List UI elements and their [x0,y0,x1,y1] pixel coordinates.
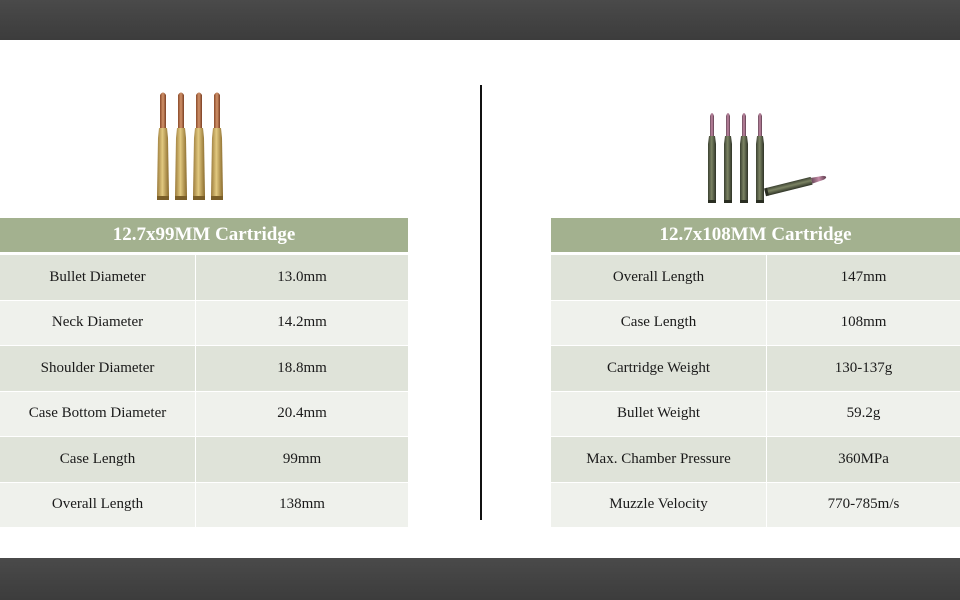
spec-value: 770-785m/s [827,496,900,513]
spec-value: 130-137g [834,359,893,376]
table-row [551,346,960,392]
spec-label: Neck Diameter [0,301,196,346]
table-row [551,301,960,347]
table-title-12-7x99: 12.7x99MM Cartridge [0,218,408,252]
spec-label: Cartridge Weight [551,346,767,391]
bottom-bar [0,558,960,600]
spec-value: 99mm [282,450,322,467]
spec-label: Case Length [0,437,196,482]
table-row [0,392,408,438]
spec-table-12-7x108 [551,255,960,528]
center-divider [480,85,482,520]
spec-value: 59.2g [846,405,881,422]
table-title-12-7x108: 12.7x108MM Cartridge [551,218,960,252]
table-row [0,346,408,392]
spec-value: 138mm [279,496,325,513]
top-bar [0,0,960,40]
table-row [0,255,408,301]
spec-value: 20.4mm [277,405,327,422]
spec-label: Case Bottom Diameter [0,392,196,437]
spec-table-12-7x99 [0,255,408,528]
spec-value: 147mm [840,268,887,285]
table-row [551,437,960,483]
spec-label: Overall Length [551,255,767,300]
spec-label: Overall Length [0,483,196,528]
brass-cartridges-icon [150,90,230,205]
spec-label: Max. Chamber Pressure [551,437,767,482]
spec-value: 14.2mm [277,314,327,331]
spec-label: Bullet Weight [551,392,767,437]
table-row [551,392,960,438]
spec-value: 360MPa [838,450,889,467]
table-row [551,255,960,301]
steel-cartridges-icon [700,90,830,205]
table-row [0,483,408,529]
spec-label: Case Length [551,301,767,346]
table-row [551,483,960,529]
table-row [0,301,408,347]
spec-label: Muzzle Velocity [551,483,767,528]
table-row [0,437,408,483]
spec-label: Bullet Diameter [0,255,196,300]
spec-value: 108mm [840,314,887,331]
spec-label: Shoulder Diameter [0,346,196,391]
spec-value: 13.0mm [277,268,327,285]
spec-value: 18.8mm [277,359,327,376]
